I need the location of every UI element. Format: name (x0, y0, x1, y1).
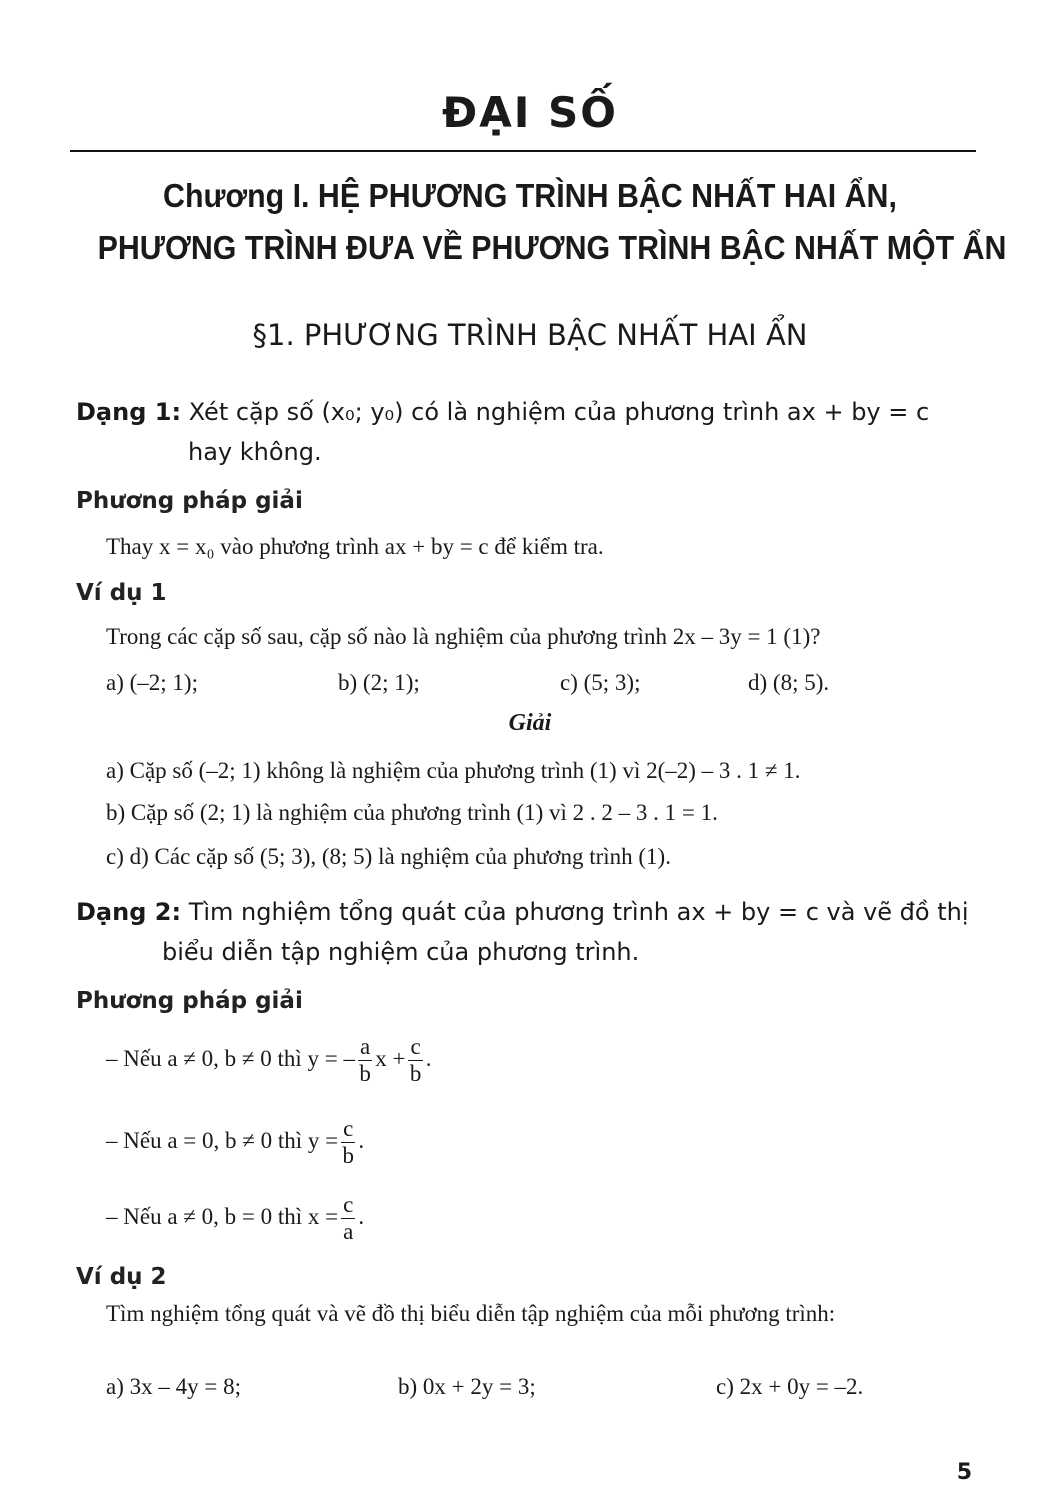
fraction-a-over-b (358, 1034, 372, 1087)
fraction-numerator: c (343, 1192, 354, 1217)
section-title: §1. PHƯƠNG TRÌNH BẬC NHẤT HAI ẨN (252, 318, 808, 352)
chapter-title-line-2: PHƯƠNG TRÌNH ĐƯA VỀ PHƯƠNG TRÌNH BẬC NHẤT MỘT ẨN (97, 229, 1007, 266)
dang-2-text-cont: biểu diễn tập nghiệm của phương trình. (162, 938, 640, 966)
example-2-question: Tìm nghiệm tổng quát và vẽ đồ thị biểu diễn tập nghiệm của mỗi phương trình: (106, 1301, 836, 1326)
example-1-heading: Ví dụ 1 (76, 580, 167, 606)
example-2-option-c: c) 2x + 0y = –2. (716, 1374, 864, 1399)
formula-suffix: . (358, 1203, 365, 1229)
example-2-heading: Ví dụ 2 (76, 1264, 167, 1290)
method-1-text: Thay x = x₀ vào phương trình ax + by = c để kiểm tra. (106, 534, 604, 559)
fraction-denominator: b (342, 1143, 354, 1168)
fraction-denominator: b (359, 1061, 371, 1086)
example-2-option-b: b) 0x + 2y = 3; (398, 1374, 536, 1399)
chapter-title (97, 170, 1007, 274)
solution-heading: Giải (508, 710, 552, 736)
example-2-option-a: a) 3x – 4y = 8; (106, 1374, 241, 1399)
example-1-option-d: d) (8; 5). (748, 670, 830, 695)
dang-1-text: Xét cặp số (x₀; y₀) có là nghiệm của phương trình ax + by = c (188, 398, 930, 426)
method-2-heading: Phương pháp giải (76, 988, 303, 1014)
formula-case-2 (106, 1116, 364, 1169)
example-1-question: Trong các cặp số sau, cặp số nào là nghiệm của phương trình 2x – 3y = 1 (1)? (106, 624, 821, 649)
page-number: 5 (956, 1460, 972, 1485)
fraction-denominator: a (343, 1219, 354, 1244)
dang-1-heading (76, 392, 976, 472)
dang-2-heading (76, 892, 976, 972)
fraction-numerator: c (343, 1116, 354, 1141)
title-rule (70, 150, 976, 152)
example-1-option-b: b) (2; 1); (338, 670, 420, 695)
method-1-heading: Phương pháp giải (76, 488, 303, 514)
formula-case-3 (106, 1192, 364, 1245)
formula-case-2-prefix: – Nếu a = 0, b ≠ 0 thì y = (106, 1127, 339, 1153)
dang-2-label: Dạng 2: (76, 898, 182, 926)
example-1-option-a: a) (–2; 1); (106, 670, 198, 695)
fraction-c-over-b (341, 1116, 355, 1169)
fraction-numerator: c (410, 1034, 421, 1059)
dang-1-label: Dạng 1: (76, 398, 182, 426)
chapter-title-line-1: Chương I. HỆ PHƯƠNG TRÌNH BẬC NHẤT HAI ẨN, (163, 177, 897, 214)
dang-1-text-cont: hay không. (188, 438, 322, 466)
dang-2-text: Tìm nghiệm tổng quát của phương trình ax + by = c và vẽ đồ thị (188, 898, 969, 926)
fraction-c-over-b (408, 1034, 422, 1087)
part-title: ĐẠI SỐ (442, 88, 618, 137)
formula-suffix: . (358, 1127, 365, 1153)
solution-line-cd: c) d) Các cặp số (5; 3), (8; 5) là nghiệm của phương trình (1). (106, 844, 671, 869)
formula-case-3-prefix: – Nếu a ≠ 0, b = 0 thì x = (106, 1203, 339, 1229)
formula-case-1-mid: x + (375, 1045, 406, 1071)
formula-suffix: . (425, 1045, 432, 1071)
solution-line-b: b) Cặp số (2; 1) là nghiệm của phương trình (1) vì 2 . 2 – 3 . 1 = 1. (106, 800, 718, 825)
solution-line-a: a) Cặp số (–2; 1) không là nghiệm của phương trình (1) vì 2(–2) – 3 . 1 ≠ 1. (106, 758, 801, 783)
formula-case-1-prefix: – Nếu a ≠ 0, b ≠ 0 thì y = – (106, 1045, 356, 1071)
formula-case-1 (106, 1034, 431, 1087)
fraction-numerator: a (360, 1034, 371, 1059)
fraction-denominator: b (409, 1061, 422, 1086)
example-1-option-c: c) (5; 3); (560, 670, 641, 695)
fraction-c-over-a (341, 1192, 355, 1245)
